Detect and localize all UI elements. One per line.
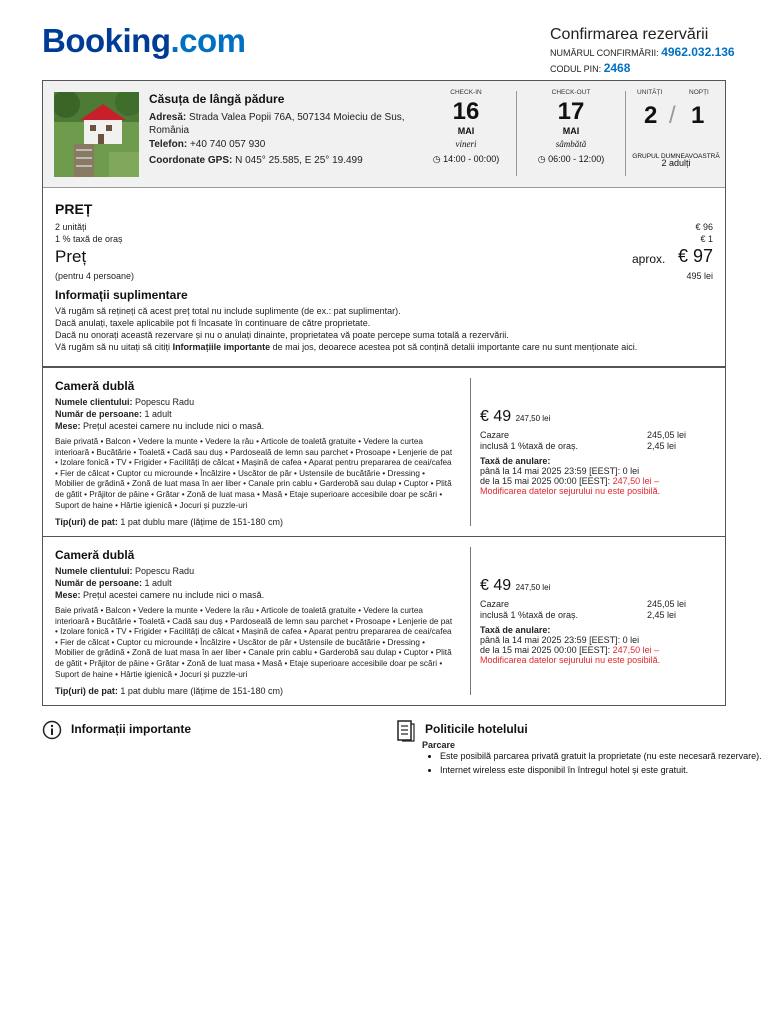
units-price: € 96 bbox=[695, 222, 713, 232]
total-price: € 97 bbox=[677, 246, 713, 266]
hotel-photo bbox=[54, 92, 139, 177]
list-item: • Internet wireless este disponibil în întregul hotel și este gratuit. bbox=[440, 765, 768, 776]
hotel-name: Căsuța de lângă pădure bbox=[149, 92, 285, 106]
hotel-summary-box: Căsuța de lângă pădure Adresă: Strada Valea Popii 76A, 507134 Moieciu de Sus, România Telefon: +40 740 057 930 Coordonate GPS: N 045° 25.585, E 25° 19.499 CHECK-IN 16 MAI vineri ◷ 14:00 - 00:00) CHECK-OUT 17 MAI sâmbătă ◷ 06:00 - 12:00) UNITĂȚI NOPȚI 2 / 1 GRUPUL DUMNEAVOASTRĂ 2 adulți PREȚ 2 unități € 96 1 % taxă de oraș € 1 Preț aprox. € 97 (pentru 4 persoane) 495 lei Informații suplimentare Vă rugăm să rețineți că acest preț total nu include suplimente (de ex.: pat suplimentar). Dacă anulați, taxele aplicabile pot fi încasate în continuare de către proprietate. Dacă nu onorați această rezervare și nu o anulați dinainte, proprietatea vă poate percepe suma totală a rezervării. Vă rugăm să nu uitați să citiți Informațiile importante de mai jos, deoarece acestea pot să conțină detalii importante care nu sunt menționate aici. bbox=[42, 80, 726, 367]
room-facilities: Baie privată • Balcon • Vedere la munte • Vedere la râu • Articole de toaletă gratuite • Vedere la curtea interioară • Bucătărie • Toaletă • Cadă sau duș • Pardoseală de lemn sau parchet • Prosoape • Lenjerie de pat • Izolare fonică • TV • Frigider • Facilități de călcat • Mașină de cafea • Aparat pentru prepararea de ceai/cafea • Fier de călcat • Cuptor cu microunde • Încălzire • Uscător de păr • Ustensile de bucătărie • Dressing • Mobilier de grădină • Zonă de luat masa în aer liber • Canale prin cablu • Garderobă sau dulap • Cuptor • Plită de gătit • Prăjitor de pâine • Grătar • Zonă de luat masa • Masă • Etaje superioare accesibile doar pe scări • Suport de haine • Hârtie igienică • Jocuri și puzzle-uri bbox=[55, 437, 453, 510]
room-card: Cameră dublă Numele clientului: Popescu Radu Număr de persoane: 1 adult Mese: Prețul acestei camere nu include nici o masă. Baie privată • Balcon • Vedere la munte • Vedere la râu • Articole de toaletă gratuite • Vedere la curtea interioară • Bucătărie • Toaletă • Cadă sau duș • Pardoseală de lemn sau parchet • Prosoape • Lenjerie de pat • Izolare fonică • TV • Frigider • Facilități de călcat • Mașină de cafea • Aparat pentru prepararea de ceai/cafea • Fier de călcat • Cuptor cu microunde • Încălzire • Uscător de păr • Ustensile de bucătărie • Dressing • Mobilier de grădină • Zonă de luat masa în aer liber • Canale prin cablu • Garderobă sau dulap • Cuptor • Plită de gătit • Prăjitor de pâine • Grătar • Zonă de luat masa • Masă • Etaje superioare accesibile doar pe scări • Suport de haine • Hârtie igienică • Jocuri și puzzle-uri Tip(uri) de pat: 1 pat dublu mare (lățime de 151-180 cm) € 49 247,50 lei Cazare 245,05 lei inclusă 1 %taxă de oraș. 2,45 lei Taxă de anulare: până la 14 mai 2025 23:59 [EEST]: 0 lei de la 15 mai 2025 00:00 [EEST]: 247,50 lei – Modificarea datelor sejurului nu este posibilă. bbox=[42, 536, 726, 706]
total-label: Preț bbox=[55, 247, 87, 266]
clock-icon: ◷ bbox=[432, 154, 441, 164]
pin-code: CODUL PIN: 2468 bbox=[550, 61, 631, 75]
units-nights-block: UNITĂȚI NOPȚI 2 / 1 GRUPUL DUMNEAVOASTRĂ 2 adulți bbox=[632, 89, 720, 168]
hotel-address: Adresă: Strada Valea Popii 76A, 507134 Moieciu de Sus, România bbox=[149, 112, 405, 136]
info-icon bbox=[42, 720, 62, 745]
room-price: € 49 247,50 lei bbox=[480, 408, 551, 425]
divider bbox=[516, 91, 517, 176]
price-title: PREȚ bbox=[55, 201, 93, 217]
hotel-gps: Coordonate GPS: N 045° 25.585, E 25° 19.499 bbox=[149, 155, 363, 166]
checkin-block: CHECK-IN 16 MAI vineri ◷ 14:00 - 00:00) bbox=[416, 89, 516, 165]
checkout-block: CHECK-OUT 17 MAI sâmbătă ◷ 06:00 - 12:00) bbox=[521, 89, 621, 165]
hotel-summary bbox=[43, 81, 725, 188]
policies-subtitle: Parcare bbox=[422, 740, 456, 750]
extra-info-title: Informații suplimentare bbox=[55, 288, 188, 302]
page-title: Confirmarea rezervării bbox=[550, 26, 709, 43]
policies-list bbox=[404, 741, 768, 776]
checkin-day: 16 bbox=[452, 98, 480, 125]
confirmation-number: NUMĂRUL CONFIRMĂRII: 4962.032.136 bbox=[550, 45, 735, 59]
units-count: 2 bbox=[644, 102, 658, 129]
total-price-lei: 495 lei bbox=[686, 271, 713, 281]
checkout-day: 17 bbox=[557, 98, 585, 125]
divider bbox=[470, 547, 471, 695]
room-facilities: Baie privată • Balcon • Vedere la munte • Vedere la râu • Articole de toaletă gratuite • Vedere la curtea interioară • Bucătărie • Toaletă • Cadă sau duș • Pardoseală de lemn sau parchet • Prosoape • Lenjerie de pat • Izolare fonică • TV • Frigider • Facilități de călcat • Mașină de cafea • Aparat pentru prepararea de ceai/cafea • Fier de călcat • Cuptor cu microunde • Încălzire • Uscător de păr • Ustensile de bucătărie • Dressing • Mobilier de grădină • Zonă de luat masa în aer liber • Canale prin cablu • Garderobă sau dulap • Cuptor • Plită de gătit • Prăjitor de pâine • Grătar • Zonă de luat masa • Masă • Etaje superioare accesibile doar pe scări • Suport de haine • Hârtie igienică • Jocuri și puzzle-uri bbox=[55, 606, 453, 679]
room-price: € 49 247,50 lei bbox=[480, 577, 551, 594]
booking-logo: Booking.com bbox=[42, 22, 246, 59]
tax-price: € 1 bbox=[700, 234, 713, 244]
important-info-title: Informații importante bbox=[71, 722, 192, 736]
room-card: Cameră dublă Numele clientului: Popescu Radu Număr de persoane: 1 adult Mese: Prețul acestei camere nu include nici o masă. Baie privată • Balcon • Vedere la munte • Vedere la râu • Articole de toaletă gratuite • Vedere la curtea interioară • Bucătărie • Toaletă • Cadă sau duș • Pardoseală de lemn sau parchet • Prosoape • Lenjerie de pat • Izolare fonică • TV • Frigider • Facilități de călcat • Mașină de cafea • Aparat pentru prepararea de ceai/cafea • Fier de călcat • Cuptor cu microunde • Încălzire • Uscător de păr • Ustensile de bucătărie • Dressing • Mobilier de grădină • Zonă de luat masa în aer liber • Canale prin cablu • Garderobă sau dulap • Cuptor • Plită de gătit • Prăjitor de pâine • Grătar • Zonă de luat masa • Masă • Etaje superioare accesibile doar pe scări • Suport de haine • Hârtie igienică • Jocuri și puzzle-uri Tip(uri) de pat: 1 pat dublu mare (lățime de 151-180 cm) € 49 247,50 lei Cazare 245,05 lei inclusă 1 %taxă de oraș. 2,45 lei Taxă de anulare: până la 14 mai 2025 23:59 [EEST]: 0 lei de la 15 mai 2025 00:00 [EEST]: 247,50 lei – Modificarea datelor sejurului nu este posibilă. bbox=[42, 367, 726, 537]
nights-count: 1 bbox=[691, 102, 705, 129]
hotel-phone: Telefon: +40 740 057 930 bbox=[149, 139, 266, 150]
policies-title: Politicile hotelului bbox=[425, 722, 528, 736]
divider bbox=[470, 378, 471, 526]
divider bbox=[625, 91, 626, 176]
clock-icon: ◷ bbox=[537, 154, 546, 164]
list-item: • Este posibilă parcarea privată gratuit la proprietate (nu este necesară rezervare). bbox=[440, 751, 768, 762]
